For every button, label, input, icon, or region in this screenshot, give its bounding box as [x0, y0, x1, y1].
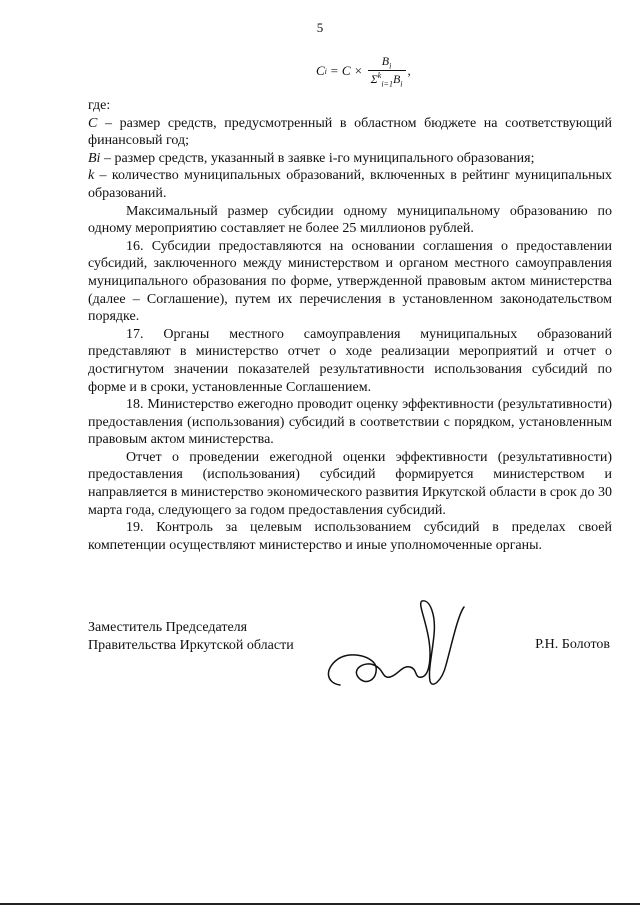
signatory-title-line1: Заместитель Председателя	[88, 620, 248, 635]
formula-lhs: C	[316, 63, 325, 79]
formula-lhs-sub: i	[324, 66, 327, 76]
paragraph-19: 19. Контроль за целевым использованием субсидий в пределах своей компетенции осуществляют министерство и иные уполномоченные органы.	[88, 520, 612, 553]
signatory-title-line2: Правительства Иркутской области	[88, 638, 294, 653]
handwritten-signature	[318, 595, 478, 695]
document-body	[88, 97, 612, 554]
signatory-name: Р.Н. Болотов	[535, 637, 610, 652]
paragraph-report: Отчет о проведении ежегодной оценки эффективности (результативности) предоставления (использования) субсидий формируется министерством и направляется в министерство экономического развития Иркутской области в срок до 30 марта года, следующего за годом предоставления субсидий.	[88, 449, 612, 518]
subsidy-formula	[316, 54, 411, 89]
signatory-title	[88, 619, 294, 655]
formula-denominator: $\Sigma^k_{i=1}B_i$	[368, 70, 406, 88]
definition-k: k – количество муниципальных образований, включенных в рейтинг муниципальных образований.	[88, 168, 612, 201]
definition-symbol: C	[88, 115, 98, 131]
paragraph-max-subsidy: Максимальный размер субсидии одному муниципальному образованию по одному мероприятию составляет не более 25 миллионов рублей.	[88, 203, 612, 237]
definition-c: C – размер средств, предусмотренный в областном бюджете на соответствующий финансовый год;	[88, 115, 612, 149]
paragraph-17: 17. Органы местного самоуправления муниципальных образований представляют в министерство отчет о ходе реализации мероприятий и отчет о достигнутом значении показателей результативности использования субсидий по форме и в сроки, установленные Соглашением.	[88, 326, 612, 395]
definition-bi: Bi – размер средств, указанный в заявке i-го муниципального образования;	[88, 150, 535, 166]
paragraph-16: 16. Субсидии предоставляются на основании соглашения о предоставлении субсидий, заключенного между министерством и органом местного самоуправления муниципального образования по форме, утвержденной правовым актом министерства (далее – Соглашение), путем их перечисления в установленном законодательством порядке.	[88, 238, 612, 325]
page-number: 5	[316, 20, 324, 35]
formula-tail: ,	[407, 63, 411, 79]
definition-symbol: Bi	[88, 150, 101, 166]
definition-symbol: k	[88, 168, 95, 184]
paragraph-18: 18. Министерство ежегодно проводит оценку эффективности (результативности) предоставления (использования) субсидий в соответствии с порядком, установленным правовым актом министерства.	[88, 397, 612, 448]
formula-mid: = C ×	[329, 63, 363, 79]
formula-numerator: $B_i$	[381, 54, 392, 71]
where-label: где:	[88, 98, 111, 113]
formula-fraction	[368, 54, 406, 89]
